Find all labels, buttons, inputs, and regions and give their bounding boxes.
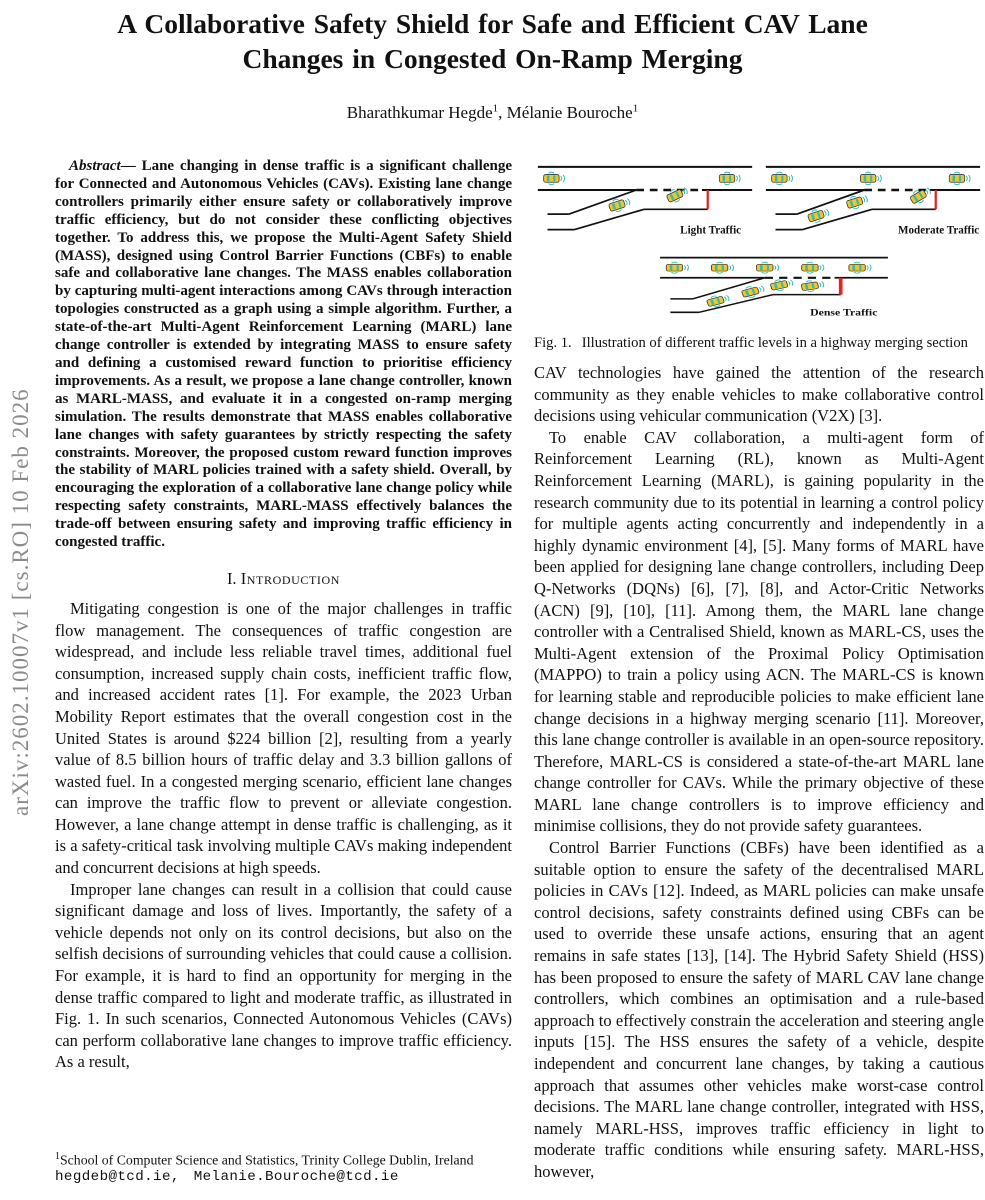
figure-top-row	[534, 158, 984, 250]
author-name: Mélanie Bouroche	[506, 103, 633, 122]
figure-1	[534, 158, 984, 352]
authors-line	[0, 103, 985, 123]
abstract	[55, 158, 512, 552]
intro-paragraph: Improper lane changes can result in a collision that could cause significant damage and loss of lives. Importantly, the safety of a vehicle depends not only on its control decisions, but also on the selfish decisions of surrounding vehicles that could cause a collision. For example, it is hard to find an opportunity for merging in the dense traffic compared to light and moderate traffic, as illustrated in Fig. 1. In such scenarios, Connected Autonomous Vehicles (CAVs) can perform collaborative lane changes to improve traffic efficiency. As a result,	[55, 879, 512, 1072]
author-name: Bharathkumar Hegde	[346, 103, 493, 122]
moderate-traffic-diagram	[762, 158, 984, 250]
figure-caption-text: Illustration of different traffic levels in a highway merging section	[581, 335, 968, 351]
abstract-label: Abstract	[69, 158, 121, 174]
footnote-marker: 1	[55, 1151, 60, 1163]
footnote-affiliation	[55, 1148, 512, 1169]
author-affiliation-marker: 1	[492, 102, 499, 115]
intro-paragraph: Mitigating congestion is one of the major challenges in traffic flow management. The consequences of traffic congestion are widespread, and include less reliable travel times, additional fuel consumption, increased supply chain costs, inefficient traffic flow, and increased accident rates [1]. For example, the 2023 Urban Mobility Report estimates that the overall congestion cost in the United States is around $224 billion [2], resulting from a yearly value of 8.5 billion hours of traffic delay and 3.3 billion gallons of wasted fuel. In a congested merging scenario, efficient lane changes can improve the traffic flow to prevent or alleviate congestion. However, a lane change attempt in dense traffic is challenging, as it is a safety-critical task involving multiple CAVs making independent and concurrent decisions at high speeds.	[55, 598, 512, 878]
right-column	[534, 158, 984, 1190]
figure-caption-label: Fig. 1.	[534, 335, 572, 351]
svg-text:Dense Traffic: Dense Traffic	[810, 307, 878, 319]
two-column-body	[0, 158, 985, 1190]
body-paragraph: CAV technologies have gained the attention of the research community as they enable vehicles to make collaborative control decisions using vehicular communication (V2X) [3].	[534, 363, 984, 426]
author-footnote	[55, 1148, 512, 1190]
footnote-affiliation-text: School of Computer Science and Statistics, Trinity College Dublin, Ireland	[60, 1153, 474, 1168]
figure-bottom-row	[534, 250, 984, 330]
author-affiliation-marker: 1	[632, 102, 639, 115]
abstract-text: Lane changing in dense traffic is a significant challenge for Connected and Autonomous Vehicles (CAVs). Existing lane change controllers primarily either ensure safety or collaboratively improve traffic efficiency, but do not consider these conflicting objectives together. To address this, we propose the Multi-Agent Safety Shield (MASS), designed using Control Barrier Functions (CBFs) to enable safe and collaborative lane changes. The MASS enables collaboration by capturing multi-agent interactions among CAVs through interaction topologies constructed as a graph using a simple algorithm. Further, a state-of-the-art Multi-Agent Reinforcement Learning (MARL) lane change controller is extended by integrating MASS to ensure safety and defining a customised reward function to prioritise efficiency improvements. As a result, we propose a lane change controller, known as MARL-MASS, and evaluate it in a congested on-ramp merging simulation. The results demonstrate that MASS enables collaborative lane changes with safety guarantees by strictly respecting the safety constraints. Moreover, the proposed custom reward function improves the stability of MARL policies trained with a safety shield. Overall, by encouraging the exploration of a collaborative lane change policy while respecting safety constraints, MARL-MASS effectively balances the trade-off between ensuring safety and improving traffic efficiency in congested traffic.	[55, 158, 513, 551]
section-title: Introduction	[240, 568, 341, 588]
abstract-dash: —	[120, 158, 142, 174]
figure-caption	[534, 334, 984, 352]
body-paragraph: Control Barrier Functions (CBFs) have been identified as a suitable option to ensure the safety of the decentralised MARL policies in CAVs [12]. Indeed, as MARL policies can make unsafe control decisions, safety constraints defined using CBFs can be used to override these unsafe actions, ensuring that an agent remains in safe states [13], [14]. The Hybrid Safety Shield (HSS) has been proposed to ensure the safety of MARL CAV lane change controllers, which combines an optimisation and a rule-based approach to effectively constrain the acceleration and steering angle inputs [15]. The HSS ensures the safety of a vehicle, despite independent and concurrent lane changes, by taking a cautious approach that assumes other vehicles make worst-case control decisions. The MARL lane change controller, integrated with HSS, namely MARL-HSS, improves traffic efficiency in light to moderate traffic conditions while ensuring safety. MARL-HSS, however,	[534, 838, 984, 1181]
dense-traffic-diagram	[656, 250, 892, 330]
arxiv-watermark: arXiv:2602.10007v1 [cs.RO] 10 Feb 2026	[8, 388, 33, 816]
left-column	[55, 158, 512, 1190]
section-number: I.	[226, 568, 237, 588]
light-traffic-diagram	[534, 158, 756, 250]
paper-title: A Collaborative Safety Shield for Safe and Efficient CAV Lane Changes in Congested On-Ramp Merging	[117, 8, 868, 74]
svg-text:Light Traffic: Light Traffic	[680, 224, 742, 237]
author-separator: ,	[498, 103, 507, 122]
section-heading-introduction	[55, 569, 512, 589]
paper-header	[0, 0, 985, 123]
footnote-emails: hegdeb@tcd.ie, Melanie.Bouroche@tcd.ie	[55, 1169, 399, 1185]
body-paragraph: To enable CAV collaboration, a multi-agent form of Reinforcement Learning (RL), known as Multi-Agent Reinforcement Learning (MARL), is gaining popularity in the research community due to its potential in learning a control policy for multiple agents acting concurrently and independently in a highly dynamic environment [4], [5]. Many forms of MARL have been applied for designing lane change controllers, including Deep Q-Networks (DQNs) [6], [7], [8], and Actor-Critic Networks (ACN) [9], [10], [11]. Among them, the MARL lane change controller with a Centralised Shield, known as MARL-CS, uses the Multi-Agent extension of the Proximal Policy Optimisation (MAPPO) to train a policy using ACN. The MARL-CS is known for learning stable and reproducible policies to make efficient lane change decisions in a highway merging scenario [11]. Moreover, this lane change controller is available in an open-source repository. Therefore, MARL-CS is considered a state-of-the-art MARL lane change controller for CAVs. While the primary objective of these MARL lane change controllers is to improve efficiency and minimise collisions, they do not provide safety guarantees.	[534, 427, 984, 836]
svg-text:Moderate Traffic: Moderate Traffic	[898, 224, 980, 237]
